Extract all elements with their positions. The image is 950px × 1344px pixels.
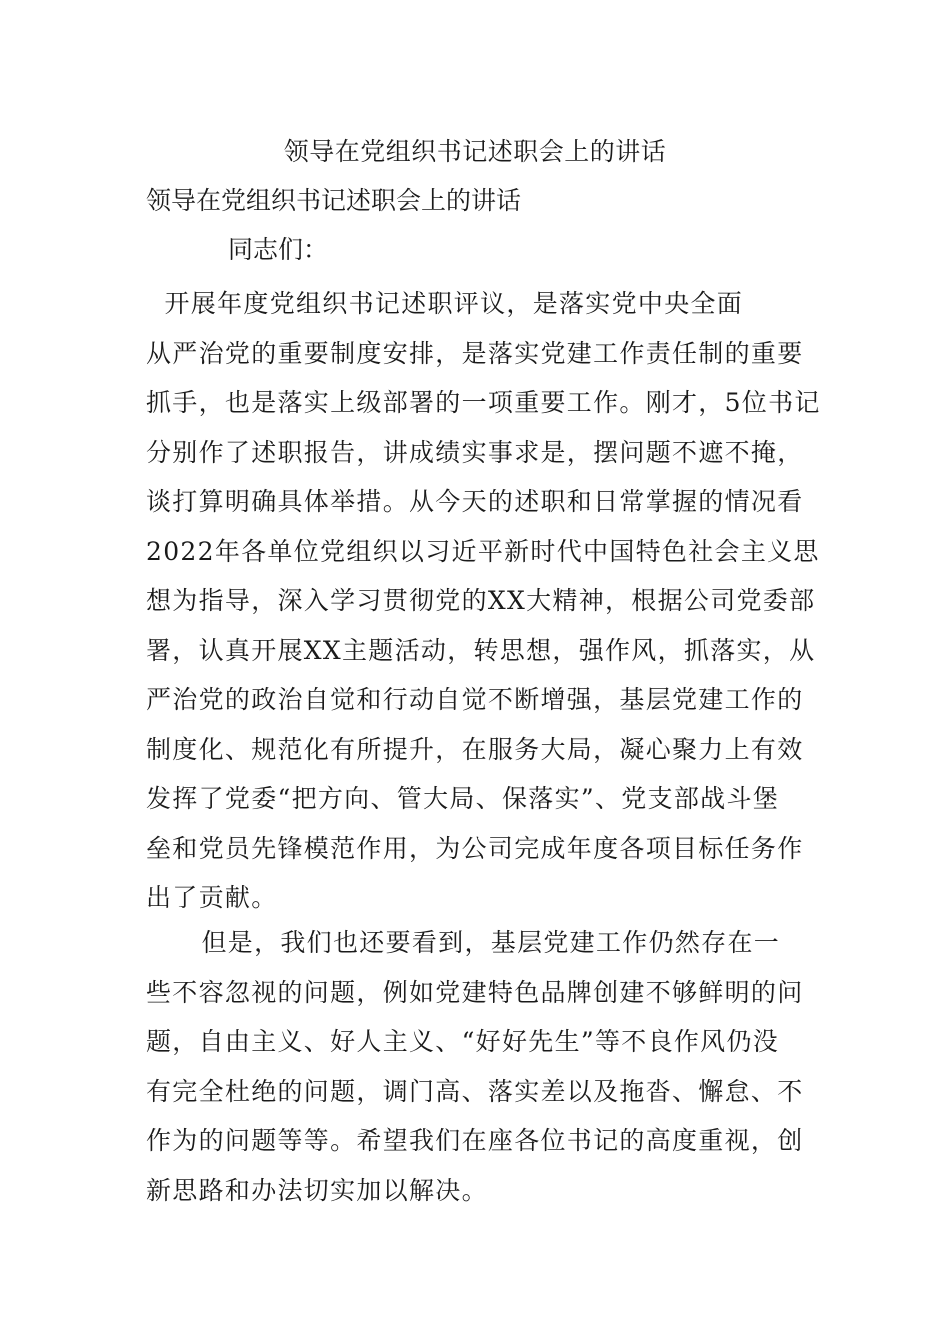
document-title-left: 领导在党组织书记述职会上的讲话 xyxy=(146,186,522,215)
paragraph-line: 谈打算明确具体举措。从今天的述职和日常掌握的情况看 xyxy=(146,487,804,516)
paragraph-line: 新思路和办法切实加以解决。 xyxy=(146,1175,488,1205)
paragraph-line: 开展年度党组织书记述职评议，是落实党中央全面 xyxy=(146,289,744,318)
paragraph-line: 题，自由主义、好人主义、“好好先生”等不良作风仍没 xyxy=(146,1027,780,1056)
paragraph-line: 但是，我们也还要看到，基层党建工作仍然存在一 xyxy=(146,928,781,957)
paragraph-line: 发挥了党委“把方向、管大局、保落实”、党支部战斗堡 xyxy=(146,784,780,813)
paragraph-line: 2022年各单位党组织以习近平新时代中国特色社会主义思 xyxy=(146,536,820,566)
greeting: 同志们： xyxy=(228,235,329,264)
paragraph-line: 垒和党员先锋模范作用，为公司完成年度各项目标任务作 xyxy=(146,833,804,863)
paragraph-line: 出了贡献。 xyxy=(146,883,278,912)
paragraph-line: 有完全杜绝的问题，调门高、落实差以及拖沓、懈怠、不 xyxy=(146,1076,804,1106)
paragraph-line: 些不容忽视的问题，例如党建特色品牌创建不够鲜明的问 xyxy=(146,977,804,1007)
paragraph-line: 抓手，也是落实上级部署的一项重要工作。刚才，5位书记 xyxy=(146,388,821,417)
paragraph-line: 想为指导，深入学习贯彻党的XX大精神，根据公司党委部 xyxy=(146,586,816,615)
paragraph-2 xyxy=(146,918,810,1215)
paragraph-line: 作为的问题等等。希望我们在座各位书记的高度重视，创 xyxy=(146,1126,804,1155)
paragraph-line: 制度化、规范化有所提升，在服务大局，凝心聚力上有效 xyxy=(146,734,804,764)
paragraph-line: 署，认真开展XX主题活动，转思想，强作风，抓落实，从 xyxy=(146,635,816,665)
paragraph-line: 从严治党的重要制度安排，是落实党建工作责任制的重要 xyxy=(146,338,804,368)
paragraph-line: 严治党的政治自觉和行动自觉不断增强，基层党建工作的 xyxy=(146,685,804,714)
paragraph-line: 分别作了述职报告，讲成绩实事求是，摆问题不遮不掩， xyxy=(146,437,804,467)
paragraph-1 xyxy=(146,279,821,923)
document-title-centered: 领导在党组织书记述职会上的讲话 xyxy=(283,137,667,166)
